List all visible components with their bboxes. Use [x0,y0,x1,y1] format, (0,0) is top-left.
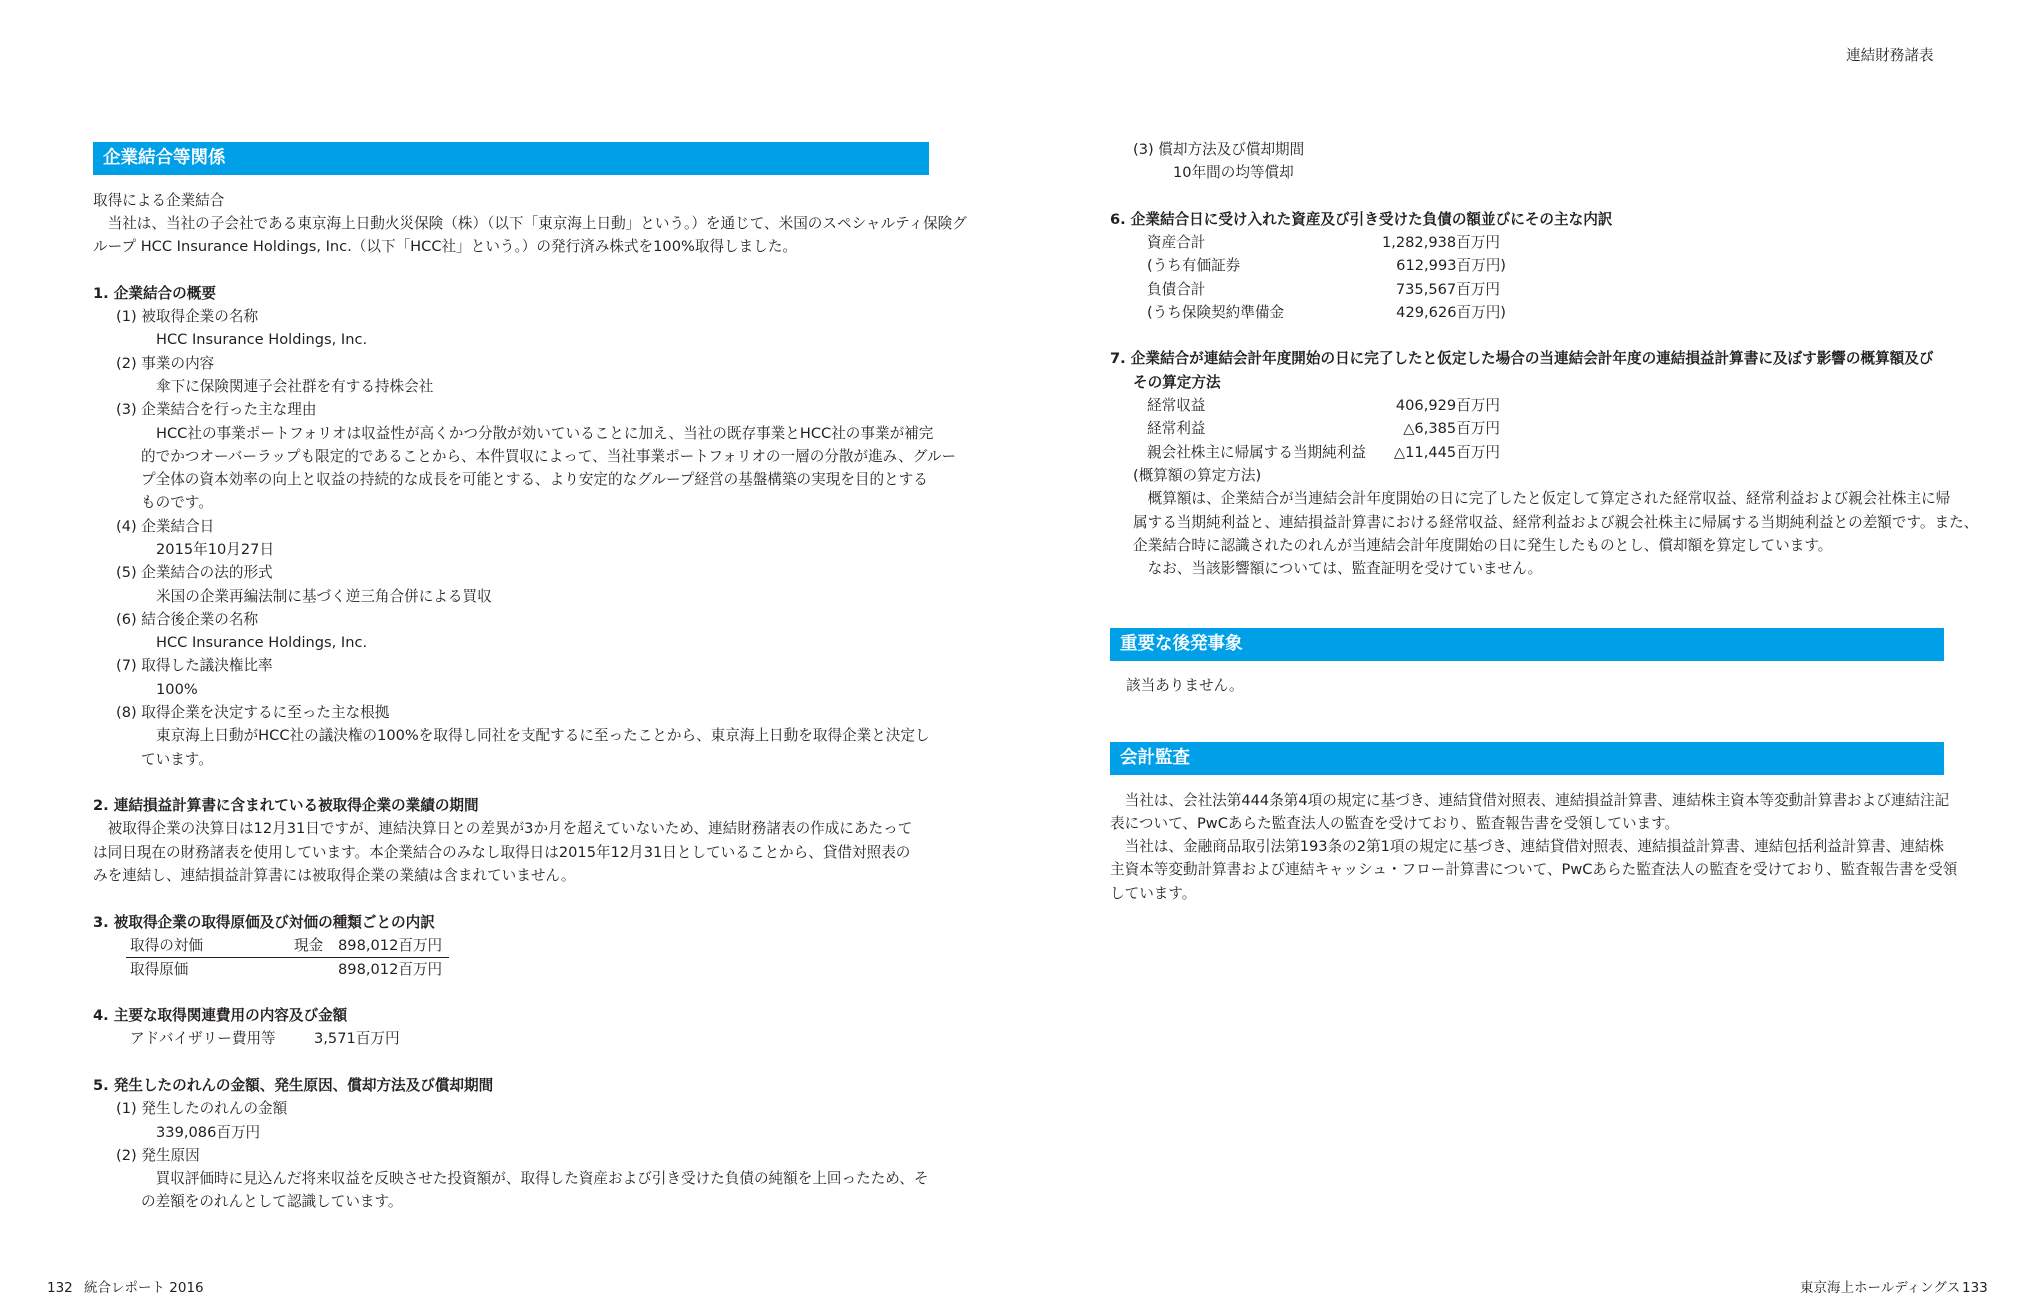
expense-label: アドバイザリー費用等 [130,1030,276,1047]
asset-row-value: 429,626百万円) [1396,304,1506,321]
report-title: 統合レポート 2016 [84,1280,204,1296]
section-header: 連結財務諸表 [1846,47,1934,64]
item-label: (7) 取得した議決権比率 [116,657,273,674]
item-value: ています。 [141,751,213,768]
item-value: 傘下に保険関連子会社群を有する持株会社 [156,378,434,395]
intro-line: ループ HCC Insurance Holdings, Inc.（以下「HCC社」という。）の発行済み株式を100%取得しました。 [93,238,798,255]
paragraph-line: 当社は、金融商品取引法第193条の2第1項の規定に基づき、連結貸借対照表、連結損益計算書、連結包括利益計算書、連結株 [1110,838,1944,855]
section-7-title: その算定方法 [1133,374,1221,391]
estimate-row-value: △11,445百万円 [1393,444,1500,461]
section-2-title: 2. 連結損益計算書に含まれている被取得企業の業績の期間 [93,797,479,814]
asset-row-label: (うち有価証券 [1147,257,1241,274]
section-3-title: 3. 被取得企業の取得原価及び対価の種類ごとの内訳 [93,914,435,931]
expense-value: 3,571百万円 [314,1030,400,1047]
paragraph-line: みを連結し、連結損益計算書には被取得企業の業績は含まれていません。 [93,867,576,884]
estimate-row-label: 親会社株主に帰属する当期純利益 [1147,444,1366,461]
item-value: HCC Insurance Holdings, Inc. [156,634,368,651]
paragraph-line: 概算額は、企業結合が当連結会計年度開始の日に完了したと仮定して算定された経常収益、経常利益および親会社株主に帰 [1133,490,1951,507]
page-number-left: 132 [47,1280,73,1296]
paragraph-line: は同日現在の財務諸表を使用しています。本企業結合のみなし取得日は2015年12月31日としていることから、貸借対照表の [93,844,911,861]
banner-business-combination: 企業結合等関係 [93,142,929,175]
company-name: 東京海上ホールディングス [1800,1280,1961,1296]
cost-row-label: 取得の対価 [130,937,203,954]
item-label: (6) 結合後企業の名称 [116,611,259,628]
item-value: HCC社の事業ポートフォリオは収益性が高くかつ分散が効いていることに加え、当社の既存事業とHCC社の事業が補完 [156,425,934,442]
item-label: (8) 取得企業を決定するに至った主な根拠 [116,704,390,721]
item-value: HCC Insurance Holdings, Inc. [156,331,368,348]
section-5-title: 5. 発生したのれんの金額、発生原因、償却方法及び償却期間 [93,1077,494,1094]
item-label: (2) 発生原因 [116,1147,200,1164]
intro-title: 取得による企業結合 [93,192,225,209]
item-value: 2015年10月27日 [156,541,275,558]
asset-row-label: (うち保険契約準備金 [1147,304,1285,321]
method-label: (概算額の算定方法) [1133,467,1262,484]
intro-line: 当社は、当社の子会社である東京海上日動火災保険（株）（以下「東京海上日動」という。）を通じて、米国のスペシャルティ保険グ [93,215,967,232]
banner-subsequent-events: 重要な後発事象 [1110,628,1944,661]
cost-row-value: 898,012百万円 [338,961,443,978]
paragraph-line: 当社は、会社法第444条第4項の規定に基づき、連結貸借対照表、連結損益計算書、連結株主資本等変動計算書および連結注記 [1110,792,1950,809]
estimate-row-label: 経常利益 [1147,420,1206,437]
paragraph-line: しています。 [1110,885,1197,902]
item-label: (3) 償却方法及び償却期間 [1133,141,1305,158]
estimate-row-value: △6,385百万円 [1403,420,1500,437]
banner-audit: 会計監査 [1110,742,1944,775]
cost-row-value: 898,012百万円 [338,937,443,954]
page-number-right: 133 [1962,1280,1988,1296]
estimate-row-value: 406,929百万円 [1395,397,1500,414]
paragraph-line: 属する当期純利益と、連結損益計算書における経常収益、経常利益および親会社株主に帰属する当期純利益との差額です。また、 [1133,514,1979,531]
cost-row-type: 現金 [294,937,324,954]
item-label: (1) 被取得企業の名称 [116,308,259,325]
asset-row-label: 負債合計 [1147,281,1206,298]
paragraph-line: 表について、PwCあらた監査法人の監査を受けており、監査報告書を受領しています。 [1110,815,1680,832]
item-label: (1) 発生したのれんの金額 [116,1100,288,1117]
asset-row-value: 1,282,938百万円 [1381,234,1500,251]
asset-row-label: 資産合計 [1147,234,1206,251]
item-label: (4) 企業結合日 [116,518,215,535]
paragraph-line: 該当ありません。 [1126,677,1244,694]
paragraph-line: 企業結合時に認識されたのれんが当連結会計年度開始の日に発生したものとし、償却額を算定しています。 [1133,537,1833,554]
asset-row-value: 735,567百万円 [1395,281,1500,298]
item-label: (2) 事業の内容 [116,355,215,372]
estimate-row-label: 経常収益 [1147,397,1206,414]
item-value: プ全体の資本効率の向上と収益の持続的な成長を可能とする、より安定的なグループ経営の基盤構築の実現を目的とする [141,471,928,488]
cost-row-label: 取得原価 [130,961,189,978]
section-6-title: 6. 企業結合日に受け入れた資産及び引き受けた負債の額並びにその主な内訳 [1110,211,1613,228]
item-value: 東京海上日動がHCC社の議決権の100%を取得し同社を支配するに至ったことから、東京海上日動を取得企業と決定し [156,727,930,744]
item-value: 339,086百万円 [156,1124,261,1141]
item-value: 10年間の均等償却 [1173,164,1294,181]
section-4-title: 4. 主要な取得関連費用の内容及び金額 [93,1007,348,1024]
section-7-title: 7. 企業結合が連結会計年度開始の日に完了したと仮定した場合の当連結会計年度の連結損益計算書に及ぼす影響の概算額及び [1110,350,1934,367]
item-label: (5) 企業結合の法的形式 [116,564,273,581]
item-value: ものです。 [141,494,213,511]
item-label: (3) 企業結合を行った主な理由 [116,401,317,418]
item-value: の差額をのれんとして認識しています。 [141,1193,403,1210]
paragraph-line: 主資本等変動計算書および連結キャッシュ・フロー計算書について、PwCあらた監査法人の監査を受けており、監査報告書を受領 [1110,861,1958,878]
paragraph-line: なお、当該影響額については、監査証明を受けていません。 [1133,560,1543,577]
asset-row-value: 612,993百万円) [1396,257,1506,274]
section-1-title: 1. 企業結合の概要 [93,285,216,302]
item-value: 100% [156,681,198,698]
item-value: 米国の企業再編法制に基づく逆三角合併による買収 [156,588,492,605]
item-value: 買収評価時に見込んだ将来収益を反映させた投資額が、取得した資産および引き受けた負債の純額を上回ったため、そ [141,1170,929,1187]
item-value: 的でかつオーバーラップも限定的であることから、本件買収によって、当社事業ポートフォリオの一層の分散が進み、グルー [141,448,957,465]
paragraph-line: 被取得企業の決算日は12月31日ですが、連結決算日との差異が3か月を超えていないため、連結財務諸表の作成にあたって [93,820,913,837]
